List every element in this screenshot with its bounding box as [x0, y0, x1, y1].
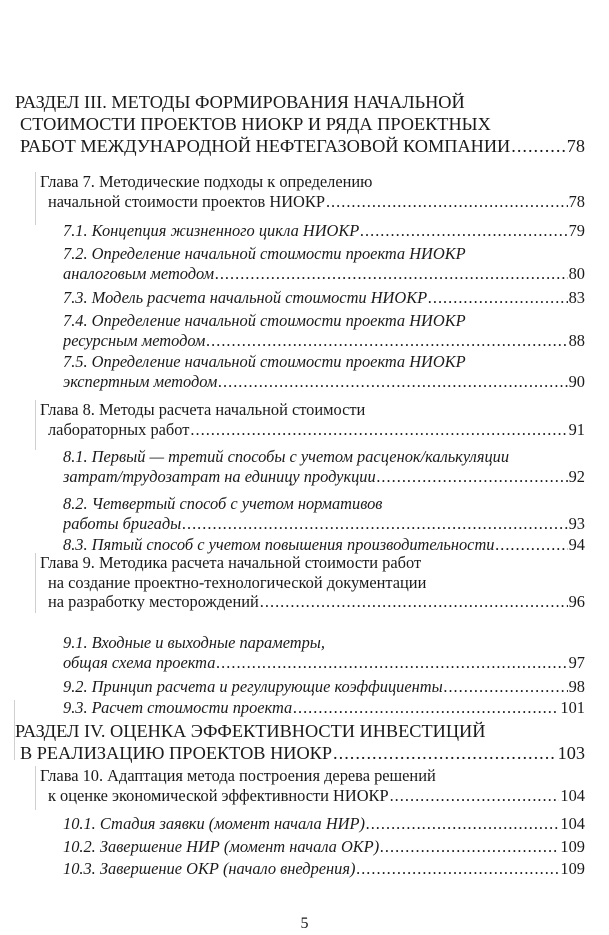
toc-entry-chapter[interactable]	[40, 553, 585, 612]
toc-entry-title: 10.3. Завершение ОКР (начало внедрения)	[63, 859, 356, 878]
dot-leader	[216, 653, 567, 673]
dot-leader	[377, 467, 568, 487]
toc-entry-line	[40, 553, 585, 573]
toc-entry-title: на создание проектно-технологической документации	[48, 572, 427, 592]
toc-entry-title: 7.2. Определение начальной стоимости проекта НИОКР	[63, 244, 466, 263]
toc-entry-line	[40, 592, 585, 612]
dot-leader	[215, 264, 568, 284]
toc-entry-line	[15, 113, 585, 135]
dot-leader	[444, 677, 568, 697]
toc-entry-title: РАЗДЕЛ IV. ОЦЕНКА ЭФФЕКТИВНОСТИ ИНВЕСТИЦИЙ	[15, 721, 486, 741]
toc-entry-section[interactable]	[15, 91, 585, 157]
toc-entry-sub[interactable]	[63, 352, 585, 392]
toc-entry-sub[interactable]	[63, 633, 585, 673]
toc-page-number: 97	[568, 653, 585, 672]
toc-entry-line	[63, 698, 585, 718]
toc-entry-sub[interactable]	[63, 535, 585, 555]
toc-entry-line	[63, 264, 585, 284]
toc-entry-title: к оценке экономической эффективности НИОКР	[48, 785, 389, 805]
toc-entry-title: начальной стоимости проектов НИОКР	[48, 191, 325, 211]
toc-entry-line	[40, 766, 585, 786]
toc-entry-title: 8.2. Четвертый способ с учетом нормативов	[63, 494, 383, 513]
toc-entry-title: на разработку месторождений	[48, 592, 259, 611]
toc-entry-title: СТОИМОСТИ ПРОЕКТОВ НИОКР И РЯДА ПРОЕКТНЫХ	[20, 114, 491, 134]
page-number: 5	[300, 915, 309, 932]
toc-entry-chapter[interactable]	[40, 766, 585, 805]
toc-entry-title: 7.4. Определение начальной стоимости проекта НИОКР	[63, 311, 466, 330]
toc-entry-line	[40, 400, 585, 420]
toc-page-number: 96	[568, 592, 585, 611]
toc-entry-title: ресурсным методом	[63, 331, 206, 350]
toc-entry-sub[interactable]	[63, 244, 585, 284]
toc-page-number: 103	[557, 743, 585, 763]
dot-leader	[496, 535, 568, 555]
toc-page-number: 104	[560, 814, 585, 833]
toc-entry-title: 8.1. Первый — третий способы с учетом расценок/калькуляции	[63, 447, 510, 466]
toc-entry-sub[interactable]	[63, 859, 585, 879]
toc-entry-title: 7.1. Концепция жизненного цикла НИОКР	[63, 221, 360, 240]
toc-entry-chapter[interactable]	[40, 400, 585, 439]
toc-entry-line	[63, 494, 585, 514]
divider-line	[35, 172, 36, 225]
toc-page-number: 109	[560, 859, 585, 878]
dot-leader	[218, 372, 567, 392]
toc-entry-title: затрат/трудозатрат на единицу продукции	[63, 467, 376, 486]
toc-entry-line	[63, 535, 585, 555]
toc-entry-line	[63, 221, 585, 241]
toc-entry-section[interactable]	[15, 720, 585, 764]
toc-entry-sub[interactable]	[63, 814, 585, 834]
toc-page-number: 90	[568, 372, 585, 391]
toc-entry-line	[63, 677, 585, 697]
toc-entry-title: аналоговым методом	[63, 264, 215, 283]
toc-page-number: 109	[560, 837, 585, 856]
divider-line	[35, 766, 36, 810]
toc-entry-title: 10.1. Стадия заявки (момент начала НИР)	[63, 814, 365, 833]
toc-entry-line	[63, 447, 585, 467]
toc-entry-sub[interactable]	[63, 494, 585, 534]
dot-leader	[260, 592, 568, 612]
dot-leader	[190, 420, 567, 440]
toc-entry-chapter[interactable]	[40, 172, 585, 211]
toc-entry-title: работы бригады	[63, 514, 182, 533]
toc-page-number: 80	[568, 264, 585, 283]
dot-leader	[356, 859, 559, 879]
toc-entry-sub[interactable]	[63, 837, 585, 857]
toc-entry-title: РАЗДЕЛ III. МЕТОДЫ ФОРМИРОВАНИЯ НАЧАЛЬНОЙ	[15, 92, 465, 112]
toc-entry-title: 9.3. Расчет стоимости проекта	[63, 698, 293, 717]
toc-entry-title: 10.2. Завершение НИР (момент начала ОКР)	[63, 837, 380, 856]
toc-page-number: 78	[566, 136, 585, 156]
toc-entry-title: Глава 7. Методические подходы к определению	[40, 172, 373, 191]
toc-page-number: 104	[560, 785, 585, 805]
toc-entry-sub[interactable]	[63, 677, 585, 697]
toc-entry-line	[63, 372, 585, 392]
toc-entry-line	[15, 91, 585, 113]
toc-entry-line	[63, 288, 585, 308]
toc-page-number: 78	[568, 191, 585, 211]
dot-leader	[326, 192, 568, 212]
toc-entry-sub[interactable]	[63, 447, 585, 487]
toc-entry-title: Глава 9. Методика расчета начальной стоимости работ	[40, 553, 422, 572]
dot-leader	[511, 135, 565, 157]
toc-page-number: 94	[568, 535, 585, 554]
toc-entry-title: 7.3. Модель расчета начальной стоимости НИОКР	[63, 288, 428, 307]
dot-leader	[293, 698, 559, 718]
dot-leader	[380, 837, 559, 857]
dot-leader	[390, 786, 560, 806]
toc-entry-sub[interactable]	[63, 288, 585, 308]
toc-page-number: 91	[568, 419, 585, 439]
toc-entry-line	[40, 420, 585, 440]
toc-entry-line	[63, 352, 585, 372]
toc-entry-title: 8.3. Пятый способ с учетом повышения производительности	[63, 535, 495, 554]
toc-entry-line	[63, 653, 585, 673]
dot-leader	[360, 221, 567, 241]
toc-entry-line	[40, 573, 585, 593]
toc-page-number: 98	[568, 677, 585, 696]
toc-entry-line	[63, 814, 585, 834]
toc-page-number: 79	[568, 221, 585, 240]
toc-entry-line	[63, 859, 585, 879]
dot-leader	[182, 514, 567, 534]
toc-page-number: 101	[560, 698, 585, 717]
toc-entry-title: 7.5. Определение начальной стоимости проекта НИОКР	[63, 352, 466, 371]
toc-entry-line	[63, 244, 585, 264]
toc-page-number: 83	[568, 288, 585, 307]
toc-entry-line	[63, 514, 585, 534]
toc-entry-line	[63, 633, 585, 653]
toc-entry-sub[interactable]	[63, 698, 585, 718]
toc-entry-line	[15, 720, 585, 742]
dot-leader	[206, 331, 567, 351]
toc-entry-title: лабораторных работ	[48, 419, 190, 439]
divider-line	[35, 400, 36, 450]
toc-entry-title: 9.2. Принцип расчета и регулирующие коэффициенты	[63, 677, 443, 696]
toc-entry-title: экспертным методом	[63, 372, 218, 391]
toc-entry-title: РАБОТ МЕЖДУНАРОДНОЙ НЕФТЕГАЗОВОЙ КОМПАНИИ	[20, 136, 511, 156]
dot-leader	[366, 814, 559, 834]
toc-entry-title: В РЕАЛИЗАЦИЮ ПРОЕКТОВ НИОКР	[20, 743, 333, 763]
toc-entry-line	[40, 172, 585, 192]
toc-entry-line	[63, 331, 585, 351]
toc-entry-line	[40, 192, 585, 212]
toc-entry-title: 9.1. Входные и выходные параметры,	[63, 633, 325, 652]
toc-entry-title: Глава 10. Адаптация метода построения дерева решений	[40, 766, 436, 785]
toc-page-number: 93	[568, 514, 585, 533]
toc-entry-line	[63, 311, 585, 331]
toc-entry-line	[40, 786, 585, 806]
divider-line	[35, 553, 36, 613]
toc-page-number: 88	[568, 331, 585, 350]
divider-line	[14, 700, 15, 760]
toc-entry-line	[63, 467, 585, 487]
dot-leader	[428, 288, 567, 308]
toc-page-number: 92	[568, 467, 585, 486]
toc-entry-title: Глава 8. Методы расчета начальной стоимости	[40, 400, 366, 419]
toc-entry-line	[15, 742, 585, 764]
toc-entry-line	[63, 837, 585, 857]
toc-entry-sub[interactable]	[63, 221, 585, 241]
toc-entry-line	[15, 135, 585, 157]
toc-entry-title: общая схема проекта	[63, 653, 216, 672]
dot-leader	[333, 742, 557, 764]
toc-entry-sub[interactable]	[63, 311, 585, 351]
